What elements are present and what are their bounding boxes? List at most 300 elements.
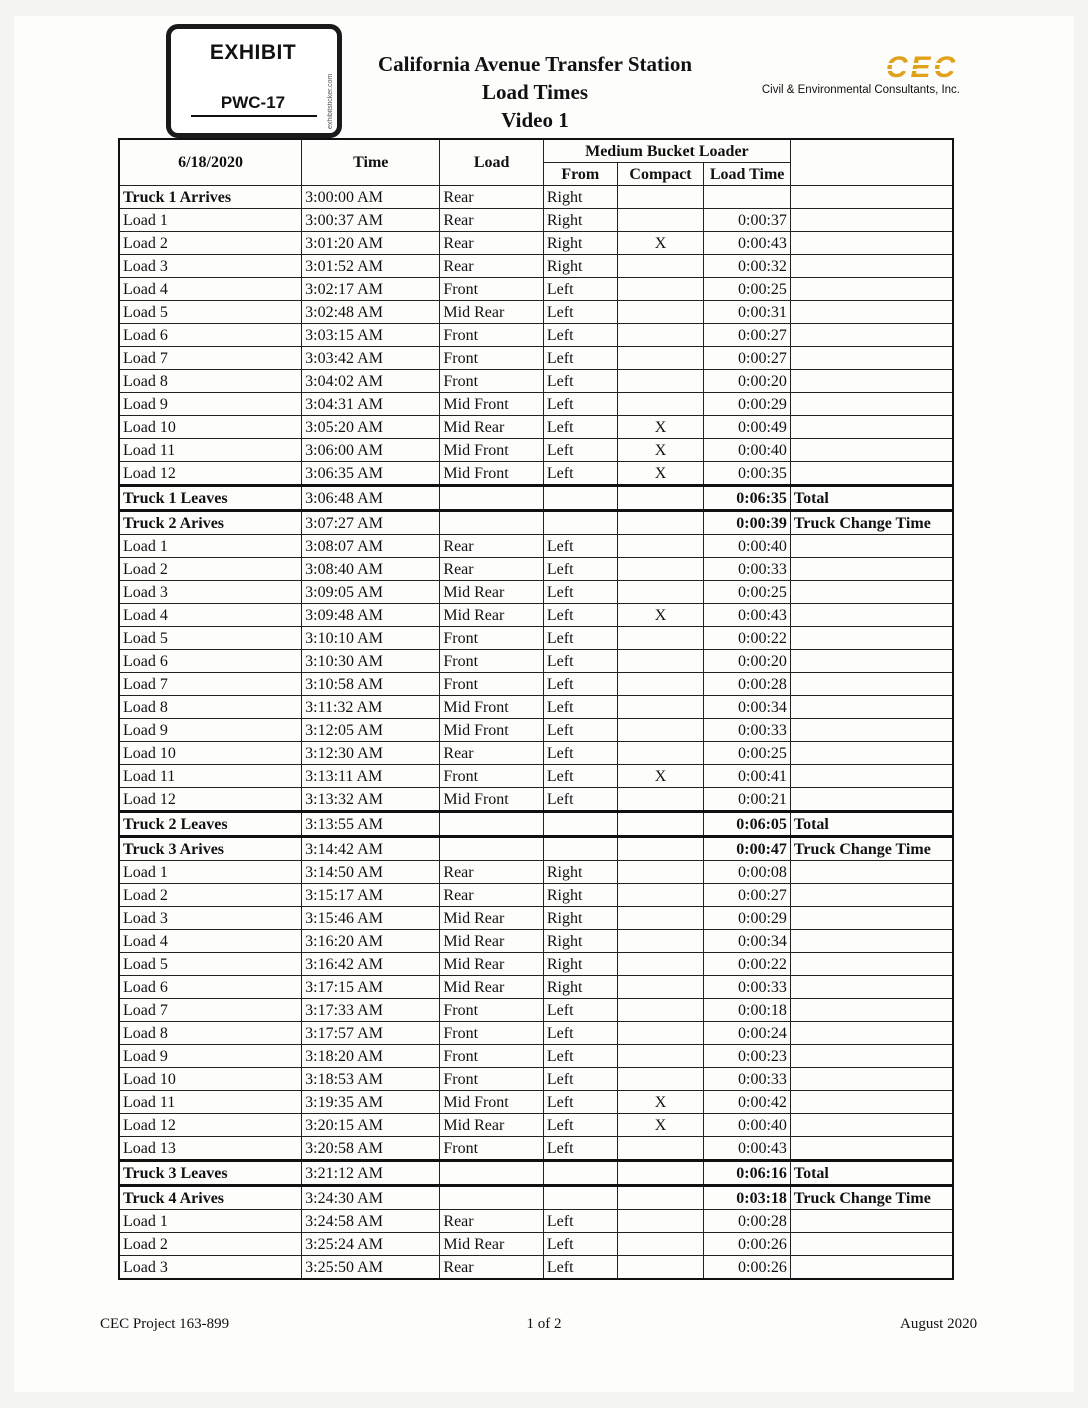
row-load-time: 0:00:35 (704, 462, 791, 486)
row-label: Load 10 (119, 416, 302, 439)
row-label: Load 5 (119, 301, 302, 324)
row-label: Load 5 (119, 627, 302, 650)
header-load-time: Load Time (704, 163, 791, 186)
row-load-time: 0:00:39 (704, 511, 791, 535)
row-compact (617, 558, 704, 581)
row-note (790, 1022, 953, 1045)
row-note (790, 370, 953, 393)
row-load-time: 0:00:18 (704, 999, 791, 1022)
row-load (440, 486, 543, 511)
row-load: Mid Rear (440, 976, 543, 999)
table-row (119, 673, 953, 696)
table-row (119, 439, 953, 462)
row-load-time: 0:00:25 (704, 742, 791, 765)
exhibit-sticker (166, 24, 342, 138)
table-row (119, 907, 953, 930)
row-from: Left (543, 324, 617, 347)
document-title (340, 50, 730, 134)
row-load: Mid Rear (440, 1233, 543, 1256)
row-label: Load 7 (119, 673, 302, 696)
row-label: Load 6 (119, 650, 302, 673)
row-load-time: 0:00:08 (704, 861, 791, 884)
header-time: Time (302, 139, 440, 186)
row-label: Truck 1 Arrives (119, 186, 302, 209)
row-load: Rear (440, 255, 543, 278)
row-from: Left (543, 765, 617, 788)
table-row (119, 1022, 953, 1045)
table-row (119, 278, 953, 301)
row-label: Load 9 (119, 393, 302, 416)
row-load-time: 0:00:28 (704, 1210, 791, 1233)
row-time: 3:12:05 AM (302, 719, 440, 742)
row-load: Front (440, 370, 543, 393)
row-note (790, 976, 953, 999)
row-label: Load 12 (119, 788, 302, 812)
table-row (119, 696, 953, 719)
row-note (790, 953, 953, 976)
row-time: 3:14:50 AM (302, 861, 440, 884)
row-time: 3:12:30 AM (302, 742, 440, 765)
row-from: Left (543, 1233, 617, 1256)
row-label: Truck 3 Arives (119, 837, 302, 861)
row-load (440, 1161, 543, 1186)
row-compact (617, 1161, 704, 1186)
row-from (543, 486, 617, 511)
row-time: 3:10:30 AM (302, 650, 440, 673)
row-compact (617, 1210, 704, 1233)
title-line-2: Load Times (481, 80, 588, 104)
title-line-1: California Avenue Transfer Station (377, 52, 693, 76)
row-compact (617, 535, 704, 558)
row-compact (617, 696, 704, 719)
row-time: 3:00:37 AM (302, 209, 440, 232)
row-load: Front (440, 347, 543, 370)
row-load (440, 837, 543, 861)
row-from: Left (543, 393, 617, 416)
row-load: Front (440, 650, 543, 673)
row-time: 3:17:57 AM (302, 1022, 440, 1045)
table-row (119, 209, 953, 232)
row-load: Mid Rear (440, 604, 543, 627)
row-from: Left (543, 439, 617, 462)
header-from: From (543, 163, 617, 186)
title-line-3: Video 1 (501, 108, 569, 132)
row-from: Left (543, 462, 617, 486)
event-row (119, 511, 953, 535)
row-load (440, 1186, 543, 1210)
row-label: Load 9 (119, 719, 302, 742)
footer-page-number: 1 of 2 (526, 1316, 562, 1332)
row-from: Left (543, 1045, 617, 1068)
row-load-time: 0:00:26 (704, 1233, 791, 1256)
row-compact: X (617, 416, 704, 439)
row-time: 3:24:30 AM (302, 1186, 440, 1210)
row-load: Rear (440, 742, 543, 765)
table-row (119, 581, 953, 604)
row-load-time: 0:00:34 (704, 930, 791, 953)
row-load-time: 0:00:33 (704, 976, 791, 999)
row-from: Left (543, 416, 617, 439)
row-time: 3:17:33 AM (302, 999, 440, 1022)
row-note (790, 301, 953, 324)
table-row (119, 999, 953, 1022)
row-label: Truck 3 Leaves (119, 1161, 302, 1186)
row-time: 3:06:00 AM (302, 439, 440, 462)
row-time: 3:03:42 AM (302, 347, 440, 370)
exhibit-title: EXHIBIT (209, 41, 297, 64)
row-compact (617, 788, 704, 812)
row-load (440, 511, 543, 535)
row-label: Load 3 (119, 1256, 302, 1280)
company-name: Civil & Environmental Consultants, Inc. (761, 84, 960, 96)
row-from: Right (543, 861, 617, 884)
row-load-time: 0:00:34 (704, 696, 791, 719)
row-time: 3:25:24 AM (302, 1233, 440, 1256)
row-from (543, 511, 617, 535)
row-compact (617, 930, 704, 953)
row-time: 3:10:58 AM (302, 673, 440, 696)
table-row (119, 1137, 953, 1161)
row-compact (617, 953, 704, 976)
row-load: Mid Front (440, 696, 543, 719)
row-label: Load 2 (119, 558, 302, 581)
row-time: 3:16:20 AM (302, 930, 440, 953)
row-label: Load 7 (119, 347, 302, 370)
row-load: Front (440, 765, 543, 788)
row-from: Right (543, 907, 617, 930)
row-compact (617, 1022, 704, 1045)
row-load: Mid Rear (440, 1114, 543, 1137)
table-row (119, 650, 953, 673)
row-load: Rear (440, 861, 543, 884)
row-from: Right (543, 930, 617, 953)
row-load: Mid Front (440, 393, 543, 416)
table-row (119, 347, 953, 370)
row-note (790, 627, 953, 650)
row-note (790, 604, 953, 627)
logo-text: CEC (885, 52, 959, 82)
row-load: Front (440, 999, 543, 1022)
row-note: Total (790, 812, 953, 837)
row-note (790, 1045, 953, 1068)
row-label: Load 4 (119, 278, 302, 301)
table-row (119, 765, 953, 788)
row-label: Load 2 (119, 232, 302, 255)
table-row (119, 1114, 953, 1137)
row-time: 3:25:50 AM (302, 1256, 440, 1280)
row-load: Mid Front (440, 439, 543, 462)
row-load: Front (440, 1022, 543, 1045)
row-load-time: 0:00:37 (704, 209, 791, 232)
table-row (119, 1210, 953, 1233)
row-label: Load 1 (119, 535, 302, 558)
row-compact (617, 1068, 704, 1091)
row-note (790, 347, 953, 370)
row-note (790, 1137, 953, 1161)
row-time: 3:13:11 AM (302, 765, 440, 788)
table-row (119, 627, 953, 650)
row-from: Left (543, 301, 617, 324)
row-from: Left (543, 627, 617, 650)
row-time: 3:10:10 AM (302, 627, 440, 650)
row-label: Load 12 (119, 462, 302, 486)
event-row (119, 1186, 953, 1210)
row-note (790, 1068, 953, 1091)
row-load-time: 0:00:47 (704, 837, 791, 861)
table-row (119, 788, 953, 812)
table-row (119, 370, 953, 393)
row-compact (617, 907, 704, 930)
row-time: 3:19:35 AM (302, 1091, 440, 1114)
row-load-time: 0:00:43 (704, 232, 791, 255)
row-compact (617, 976, 704, 999)
row-note (790, 765, 953, 788)
row-note (790, 884, 953, 907)
table-row (119, 930, 953, 953)
row-load: Rear (440, 1210, 543, 1233)
row-time: 3:02:17 AM (302, 278, 440, 301)
row-time: 3:05:20 AM (302, 416, 440, 439)
row-load-time: 0:00:43 (704, 1137, 791, 1161)
row-note (790, 462, 953, 486)
exhibit-number: PWC-17 (220, 93, 286, 112)
row-note (790, 1233, 953, 1256)
row-note (790, 232, 953, 255)
row-from: Right (543, 255, 617, 278)
row-label: Load 9 (119, 1045, 302, 1068)
table-row (119, 1068, 953, 1091)
row-from: Left (543, 999, 617, 1022)
row-note: Truck Change Time (790, 511, 953, 535)
row-label: Load 13 (119, 1137, 302, 1161)
row-note (790, 209, 953, 232)
row-label: Load 1 (119, 1210, 302, 1233)
row-label: Load 3 (119, 255, 302, 278)
row-compact (617, 1186, 704, 1210)
header-load: Load (440, 139, 543, 186)
row-label: Load 5 (119, 953, 302, 976)
row-from: Left (543, 696, 617, 719)
row-label: Load 10 (119, 742, 302, 765)
row-load: Rear (440, 884, 543, 907)
row-note (790, 1091, 953, 1114)
row-load (440, 812, 543, 837)
row-compact (617, 511, 704, 535)
row-time: 3:01:52 AM (302, 255, 440, 278)
row-from: Right (543, 884, 617, 907)
row-label: Load 3 (119, 907, 302, 930)
table-row (119, 301, 953, 324)
row-from: Left (543, 1068, 617, 1091)
row-time: 3:01:20 AM (302, 232, 440, 255)
row-note (790, 393, 953, 416)
row-label: Truck 1 Leaves (119, 486, 302, 511)
row-time: 3:09:48 AM (302, 604, 440, 627)
row-load-time: 0:00:33 (704, 1068, 791, 1091)
row-load-time: 0:00:42 (704, 1091, 791, 1114)
row-note (790, 907, 953, 930)
row-load: Front (440, 1068, 543, 1091)
row-load: Front (440, 627, 543, 650)
row-time: 3:00:00 AM (302, 186, 440, 209)
row-load: Rear (440, 232, 543, 255)
row-time: 3:20:15 AM (302, 1114, 440, 1137)
row-compact (617, 884, 704, 907)
row-load: Front (440, 1045, 543, 1068)
load-times-table (118, 138, 954, 1280)
row-compact (617, 370, 704, 393)
row-from: Left (543, 558, 617, 581)
row-load-time: 0:00:24 (704, 1022, 791, 1045)
row-label: Truck 2 Leaves (119, 812, 302, 837)
table-row (119, 535, 953, 558)
table-row (119, 719, 953, 742)
row-time: 3:21:12 AM (302, 1161, 440, 1186)
row-time: 3:16:42 AM (302, 953, 440, 976)
row-compact (617, 650, 704, 673)
row-load-time: 0:06:16 (704, 1161, 791, 1186)
row-compact (617, 324, 704, 347)
row-load-time: 0:00:31 (704, 301, 791, 324)
table-row (119, 416, 953, 439)
row-compact (617, 186, 704, 209)
table-row (119, 604, 953, 627)
row-note (790, 999, 953, 1022)
row-note (790, 1210, 953, 1233)
table-row (119, 1233, 953, 1256)
row-label: Load 2 (119, 1233, 302, 1256)
row-load: Front (440, 673, 543, 696)
row-from: Left (543, 1210, 617, 1233)
event-row (119, 812, 953, 837)
row-compact: X (617, 765, 704, 788)
header-notes (790, 139, 953, 186)
row-label: Load 3 (119, 581, 302, 604)
row-load-time: 0:00:33 (704, 719, 791, 742)
row-note (790, 186, 953, 209)
row-from: Left (543, 788, 617, 812)
row-load-time: 0:00:25 (704, 581, 791, 604)
row-from: Left (543, 347, 617, 370)
row-load-time: 0:00:27 (704, 884, 791, 907)
row-load: Rear (440, 558, 543, 581)
row-compact (617, 742, 704, 765)
row-load-time: 0:00:40 (704, 535, 791, 558)
table-row (119, 861, 953, 884)
row-time: 3:04:02 AM (302, 370, 440, 393)
row-compact (617, 999, 704, 1022)
row-time: 3:13:32 AM (302, 788, 440, 812)
row-note (790, 1256, 953, 1280)
row-note (790, 719, 953, 742)
row-from: Left (543, 673, 617, 696)
row-note (790, 581, 953, 604)
event-row (119, 837, 953, 861)
header-compact: Compact (617, 163, 704, 186)
row-load-time: 0:00:23 (704, 1045, 791, 1068)
row-load-time: 0:00:28 (704, 673, 791, 696)
row-from: Right (543, 186, 617, 209)
row-from: Right (543, 232, 617, 255)
row-load: Mid Rear (440, 907, 543, 930)
row-load-time: 0:00:29 (704, 393, 791, 416)
row-from: Right (543, 209, 617, 232)
row-load-time: 0:03:18 (704, 1186, 791, 1210)
row-compact (617, 837, 704, 861)
row-compact: X (617, 1091, 704, 1114)
table-row (119, 255, 953, 278)
header-date: 6/18/2020 (119, 139, 302, 186)
row-load: Mid Rear (440, 416, 543, 439)
row-compact (617, 486, 704, 511)
row-load: Mid Rear (440, 581, 543, 604)
row-time: 3:17:15 AM (302, 976, 440, 999)
row-from: Right (543, 976, 617, 999)
row-load-time: 0:00:25 (704, 278, 791, 301)
row-compact (617, 673, 704, 696)
row-from: Left (543, 581, 617, 604)
row-label: Load 8 (119, 1022, 302, 1045)
row-load-time: 0:00:20 (704, 650, 791, 673)
row-from (543, 812, 617, 837)
row-compact: X (617, 439, 704, 462)
footer-date: August 2020 (900, 1316, 978, 1332)
row-from: Left (543, 1022, 617, 1045)
row-label: Load 8 (119, 696, 302, 719)
row-note (790, 650, 953, 673)
row-note (790, 255, 953, 278)
row-note (790, 558, 953, 581)
row-compact (617, 1233, 704, 1256)
row-load-time: 0:06:35 (704, 486, 791, 511)
row-label: Load 4 (119, 604, 302, 627)
row-label: Load 6 (119, 976, 302, 999)
row-time: 3:04:31 AM (302, 393, 440, 416)
row-time: 3:20:58 AM (302, 1137, 440, 1161)
row-label: Load 2 (119, 884, 302, 907)
exhibit-underline (191, 115, 317, 117)
row-from: Left (543, 1137, 617, 1161)
row-note (790, 439, 953, 462)
row-from: Right (543, 953, 617, 976)
row-load: Rear (440, 209, 543, 232)
row-label: Load 11 (119, 1091, 302, 1114)
row-compact (617, 1045, 704, 1068)
row-compact (617, 1137, 704, 1161)
row-note (790, 535, 953, 558)
row-from: Left (543, 604, 617, 627)
row-note (790, 788, 953, 812)
row-label: Load 8 (119, 370, 302, 393)
table-row (119, 976, 953, 999)
row-time: 3:07:27 AM (302, 511, 440, 535)
table-row (119, 953, 953, 976)
row-load-time: 0:00:22 (704, 953, 791, 976)
row-compact (617, 209, 704, 232)
row-note (790, 278, 953, 301)
row-load: Rear (440, 535, 543, 558)
row-load-time (704, 186, 791, 209)
row-note: Truck Change Time (790, 837, 953, 861)
event-row (119, 1161, 953, 1186)
row-compact: X (617, 232, 704, 255)
row-note (790, 930, 953, 953)
row-time: 3:03:15 AM (302, 324, 440, 347)
row-load-time: 0:00:20 (704, 370, 791, 393)
row-label: Load 7 (119, 999, 302, 1022)
row-note: Total (790, 1161, 953, 1186)
table-row (119, 393, 953, 416)
